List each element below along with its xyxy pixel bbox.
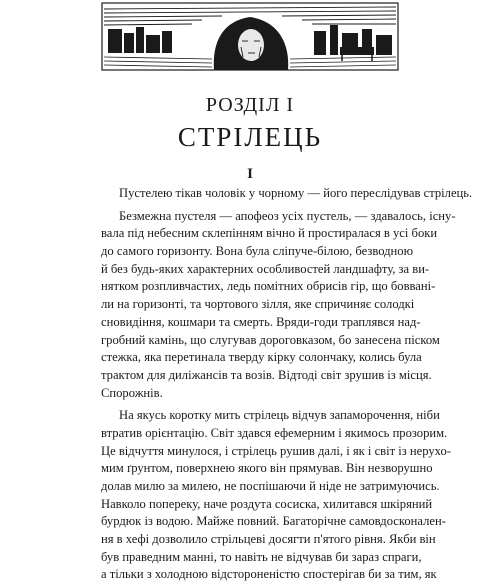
text-line: сновидіння, кошмари та смерть. Вряди-годи траплявся над- (101, 314, 421, 329)
chapter-label: РОЗДІЛ І (205, 94, 295, 116)
text-line: бурдюк із водою. Майже повний. Багаторічне самовдосконален- (101, 514, 446, 529)
text-line: був праведним манні, то навіть не відчував би зараз спраги, (101, 549, 422, 564)
text-line: ня в хефі дозволило стрільцеві досягти п'ятого рівня. Якби він (101, 532, 436, 547)
text-line: Спорожнів. (101, 385, 163, 400)
text-line: мим ґрунтом, поверхнею якого він прямував. Він незворушно (101, 461, 433, 476)
text-line: вала під небесним склепінням вічно й простиралася в усі боки (101, 226, 438, 241)
text-line: стежка, яка перетинала тверду кірку солончаку, колись була (101, 350, 422, 365)
text-line: ли на горизонті, та чортового зілля, яке спричиняє солодкі (101, 297, 415, 312)
text-line: Навколо попереку, наче роздута сосиска, хилитався шкіряний (101, 496, 433, 511)
text-line: Безмежна пустеля — апофеоз усіх пустель, — здавалось, існу- (119, 208, 456, 223)
text-line: до самого горизонту. Вона була сліпуче-білою, безводною (101, 244, 413, 259)
text-line: а тільки з холодною відстороненістю спостерігав би за тим, як (101, 567, 437, 582)
text-line: Пустелею тікав чоловік у чорному — його переслідував стрілець. (119, 186, 473, 200)
text-line: Це відчуття минулося, і стрілець рушив далі, і як і світ із нерухо- (101, 443, 451, 458)
text-line: втратив орієнтацію. Світ здався ефемерним і якимось прозорим. (101, 425, 448, 440)
text-line: й без будь-яких характерних особливостей ландшафту, за ви- (101, 261, 430, 276)
text-line: трактом для диліжансів та возів. Відтоді світ зрушив із місця. (101, 367, 432, 382)
text-line: гробний камінь, що слугував дороговказом, бо занесена піском (101, 332, 440, 347)
section-number: I (247, 166, 253, 182)
text-line: На якусь коротку мить стрілець відчув запаморочення, ніби (119, 408, 440, 423)
engraving-woman-in-hood-illustration (102, 3, 398, 70)
text-line: нятком розпливчастих, ледь помітних обрисів гір, що бовванi- (101, 279, 436, 294)
chapter-title: СТРІЛЕЦЬ (177, 122, 323, 152)
body-text (101, 185, 473, 584)
text-line: долав милю за милею, не поспішаючи й ніде не затримуючись. (101, 479, 440, 493)
